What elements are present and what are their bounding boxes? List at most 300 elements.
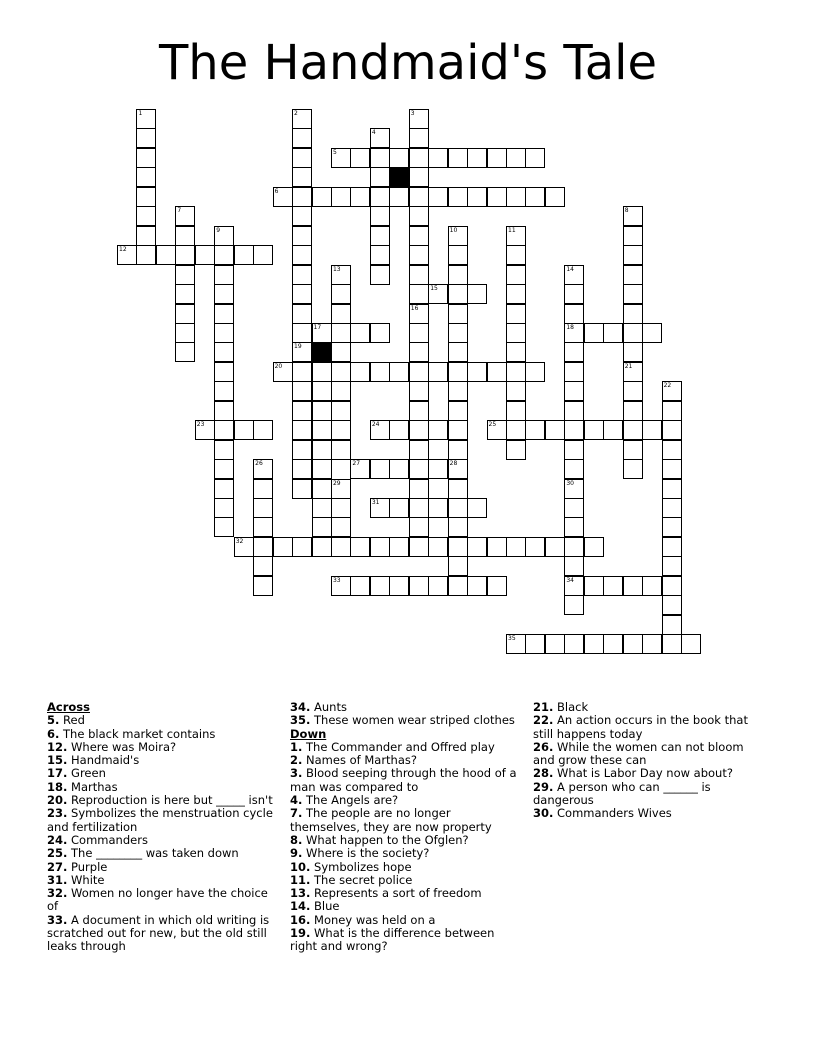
grid-cell[interactable] (564, 537, 584, 557)
grid-cell[interactable] (662, 381, 682, 401)
grid-cell[interactable] (214, 440, 234, 460)
grid-cell[interactable] (448, 284, 468, 304)
grid-cell[interactable] (448, 381, 468, 401)
grid-cell[interactable] (428, 187, 448, 207)
down-clue (533, 781, 765, 808)
grid-cell[interactable] (623, 284, 643, 304)
grid-cell[interactable] (467, 576, 487, 596)
grid-cell[interactable] (506, 187, 526, 207)
grid-cell[interactable] (428, 498, 448, 518)
grid-cell[interactable] (428, 537, 448, 557)
grid-cell[interactable] (331, 381, 351, 401)
grid-cell[interactable] (584, 537, 604, 557)
grid-cell[interactable] (564, 634, 584, 654)
grid-cell[interactable] (623, 459, 643, 479)
grid-cell[interactable] (175, 206, 195, 226)
grid-cell[interactable] (214, 381, 234, 401)
grid-cell[interactable] (428, 284, 448, 304)
grid-cell[interactable] (312, 537, 332, 557)
grid-cell[interactable] (292, 245, 312, 265)
grid-cell[interactable] (312, 362, 332, 382)
grid-cell[interactable] (253, 245, 273, 265)
grid-cell[interactable] (214, 401, 234, 421)
grid-cell[interactable] (409, 128, 429, 148)
grid-cell[interactable] (136, 167, 156, 187)
grid-cell[interactable] (214, 459, 234, 479)
grid-cell[interactable] (136, 226, 156, 246)
grid-cell[interactable] (584, 323, 604, 343)
grid-cell[interactable] (234, 245, 254, 265)
grid-cell[interactable] (409, 479, 429, 499)
grid-cell[interactable] (389, 420, 409, 440)
grid-cell[interactable] (525, 537, 545, 557)
grid-cell[interactable] (564, 401, 584, 421)
grid-cell[interactable] (136, 128, 156, 148)
grid-cell[interactable] (292, 206, 312, 226)
grid-cell[interactable] (603, 634, 623, 654)
clue-text: What is Labor Day now about? (557, 766, 733, 781)
grid-cell[interactable] (428, 576, 448, 596)
grid-cell[interactable] (428, 459, 448, 479)
grid-cell[interactable] (292, 537, 312, 557)
grid-cell[interactable] (545, 634, 565, 654)
grid-cell[interactable] (331, 304, 351, 324)
grid-cell[interactable] (487, 576, 507, 596)
grid-cell[interactable] (253, 576, 273, 596)
grid-cell[interactable] (273, 187, 293, 207)
grid-cell[interactable] (292, 226, 312, 246)
grid-cell[interactable] (409, 401, 429, 421)
grid-cell[interactable] (195, 420, 215, 440)
grid-cell[interactable] (389, 576, 409, 596)
grid-cell[interactable] (331, 498, 351, 518)
grid-cell[interactable] (584, 634, 604, 654)
grid-cell[interactable] (370, 226, 390, 246)
grid-cell[interactable] (253, 459, 273, 479)
grid-cell[interactable] (662, 517, 682, 537)
grid-cell[interactable] (409, 459, 429, 479)
cell-number: 33 (332, 576, 341, 584)
grid-cell[interactable] (545, 420, 565, 440)
grid-cell[interactable] (467, 187, 487, 207)
grid-cell[interactable] (350, 148, 370, 168)
grid-cell[interactable] (409, 284, 429, 304)
grid-cell[interactable] (409, 381, 429, 401)
grid-cell[interactable] (409, 420, 429, 440)
grid-cell[interactable] (370, 206, 390, 226)
grid-cell[interactable] (603, 323, 623, 343)
grid-cell[interactable] (409, 226, 429, 246)
grid-cell[interactable] (409, 148, 429, 168)
grid-cell[interactable] (175, 342, 195, 362)
across-clue (47, 861, 279, 874)
grid-cell[interactable] (564, 479, 584, 499)
grid-cell[interactable] (448, 517, 468, 537)
grid-cell[interactable] (292, 109, 312, 129)
grid-cell[interactable] (292, 148, 312, 168)
grid-cell[interactable] (467, 537, 487, 557)
grid-cell[interactable] (312, 381, 332, 401)
grid-cell[interactable] (428, 420, 448, 440)
grid-cell[interactable] (370, 498, 390, 518)
grid-cell[interactable] (292, 265, 312, 285)
grid-cell[interactable] (156, 245, 176, 265)
grid-cell[interactable] (312, 498, 332, 518)
grid-cell[interactable] (564, 440, 584, 460)
clue-text: Commanders Wives (557, 806, 672, 821)
grid-cell[interactable] (389, 537, 409, 557)
grid-cell[interactable] (292, 167, 312, 187)
grid-cell[interactable] (662, 401, 682, 421)
grid-cell[interactable] (409, 517, 429, 537)
grid-cell[interactable] (467, 362, 487, 382)
clue-number: 23. (47, 806, 68, 821)
grid-cell[interactable] (370, 128, 390, 148)
grid-cell[interactable] (564, 342, 584, 362)
grid-cell[interactable] (564, 304, 584, 324)
grid-cell[interactable] (370, 167, 390, 187)
grid-cell[interactable] (253, 537, 273, 557)
grid-cell[interactable] (331, 284, 351, 304)
grid-cell[interactable] (312, 517, 332, 537)
grid-cell[interactable] (506, 381, 526, 401)
grid-cell[interactable] (292, 401, 312, 421)
grid-cell[interactable] (623, 304, 643, 324)
grid-cell[interactable] (370, 420, 390, 440)
grid-cell[interactable] (273, 537, 293, 557)
grid-cell[interactable] (409, 265, 429, 285)
grid-cell[interactable] (370, 245, 390, 265)
grid-cell[interactable] (292, 342, 312, 362)
grid-cell[interactable] (331, 187, 351, 207)
grid-cell[interactable] (545, 187, 565, 207)
grid-cell[interactable] (642, 323, 662, 343)
grid-cell[interactable] (467, 148, 487, 168)
grid-cell[interactable] (253, 498, 273, 518)
grid-cell[interactable] (487, 537, 507, 557)
grid-cell[interactable] (642, 576, 662, 596)
grid-cell[interactable] (525, 420, 545, 440)
grid-cell[interactable] (331, 265, 351, 285)
grid-cell[interactable] (350, 459, 370, 479)
grid-cell[interactable] (409, 109, 429, 129)
grid-cell[interactable] (409, 245, 429, 265)
grid-cell[interactable] (214, 304, 234, 324)
grid-cell[interactable] (623, 323, 643, 343)
grid-cell[interactable] (448, 576, 468, 596)
grid-cell[interactable] (389, 148, 409, 168)
grid-cell[interactable] (603, 576, 623, 596)
grid-cell[interactable] (136, 187, 156, 207)
grid-cell[interactable] (331, 362, 351, 382)
grid-cell[interactable] (448, 459, 468, 479)
grid-cell[interactable] (564, 517, 584, 537)
grid-cell[interactable] (623, 420, 643, 440)
grid-cell[interactable] (525, 634, 545, 654)
down-clue (290, 914, 520, 927)
grid-cell[interactable] (409, 342, 429, 362)
grid-cell[interactable] (623, 381, 643, 401)
grid-cell[interactable] (525, 187, 545, 207)
grid-cell[interactable] (506, 634, 526, 654)
grid-cell[interactable] (467, 498, 487, 518)
grid-cell[interactable] (487, 148, 507, 168)
grid-cell[interactable] (292, 284, 312, 304)
grid-cell[interactable] (448, 537, 468, 557)
grid-cell[interactable] (292, 128, 312, 148)
grid-cell[interactable] (467, 284, 487, 304)
grid-cell[interactable] (312, 440, 332, 460)
grid-cell[interactable] (292, 304, 312, 324)
grid-cell[interactable] (564, 362, 584, 382)
grid-cell[interactable] (370, 323, 390, 343)
grid-cell[interactable] (175, 284, 195, 304)
grid-cell[interactable] (623, 342, 643, 362)
grid-cell[interactable] (584, 576, 604, 596)
grid-cell[interactable] (564, 284, 584, 304)
grid-cell[interactable] (564, 576, 584, 596)
grid-cell[interactable] (292, 362, 312, 382)
grid-cell[interactable] (506, 440, 526, 460)
clues-column-1 (47, 701, 279, 954)
grid-cell[interactable] (487, 420, 507, 440)
grid-cell[interactable] (506, 342, 526, 362)
grid-cell[interactable] (292, 187, 312, 207)
grid-cell[interactable] (623, 634, 643, 654)
grid-cell[interactable] (292, 459, 312, 479)
grid-cell[interactable] (506, 420, 526, 440)
grid-cell[interactable] (370, 459, 390, 479)
across-clue (47, 834, 279, 847)
grid-cell[interactable] (623, 226, 643, 246)
grid-cell[interactable] (506, 323, 526, 343)
grid-cell[interactable] (331, 323, 351, 343)
grid-cell[interactable] (389, 187, 409, 207)
grid-cell[interactable] (662, 595, 682, 615)
grid-cell[interactable] (331, 537, 351, 557)
grid-cell[interactable] (292, 381, 312, 401)
grid-cell[interactable] (253, 556, 273, 576)
grid-cell[interactable] (564, 381, 584, 401)
grid-cell[interactable] (409, 304, 429, 324)
grid-cell[interactable] (448, 420, 468, 440)
grid-cell[interactable] (409, 362, 429, 382)
grid-cell[interactable] (175, 226, 195, 246)
grid-cell[interactable] (525, 148, 545, 168)
grid-cell[interactable] (292, 420, 312, 440)
grid-cell[interactable] (214, 342, 234, 362)
grid-cell[interactable] (136, 109, 156, 129)
grid-cell[interactable] (448, 304, 468, 324)
grid-cell[interactable] (350, 537, 370, 557)
grid-cell[interactable] (234, 420, 254, 440)
grid-cell[interactable] (662, 479, 682, 499)
grid-cell[interactable] (214, 479, 234, 499)
grid-cell[interactable] (623, 245, 643, 265)
grid-cell[interactable] (389, 459, 409, 479)
grid-cell[interactable] (214, 245, 234, 265)
grid-cell[interactable] (175, 265, 195, 285)
grid-cell[interactable] (214, 265, 234, 285)
grid-cell[interactable] (214, 517, 234, 537)
grid-cell[interactable] (312, 401, 332, 421)
grid-cell[interactable] (662, 420, 682, 440)
grid-cell[interactable] (175, 304, 195, 324)
grid-cell[interactable] (623, 401, 643, 421)
grid-cell[interactable] (506, 362, 526, 382)
grid-cell[interactable] (136, 245, 156, 265)
grid-cell[interactable] (389, 498, 409, 518)
grid-cell[interactable] (175, 245, 195, 265)
grid-cell[interactable] (253, 420, 273, 440)
grid-cell[interactable] (623, 265, 643, 285)
grid-cell[interactable] (623, 206, 643, 226)
grid-cell[interactable] (506, 226, 526, 246)
grid-cell[interactable] (623, 440, 643, 460)
grid-cell[interactable] (623, 576, 643, 596)
grid-cell[interactable] (448, 245, 468, 265)
grid-cell[interactable] (564, 595, 584, 615)
grid-cell[interactable] (253, 479, 273, 499)
grid-cell[interactable] (448, 401, 468, 421)
grid-cell[interactable] (331, 576, 351, 596)
grid-cell[interactable] (370, 362, 390, 382)
grid-cell[interactable] (448, 479, 468, 499)
grid-cell[interactable] (506, 245, 526, 265)
grid-cell[interactable] (409, 498, 429, 518)
grid-cell[interactable] (662, 537, 682, 557)
grid-cell[interactable] (448, 148, 468, 168)
grid-cell[interactable] (448, 342, 468, 362)
grid-cell[interactable] (370, 265, 390, 285)
grid-cell[interactable] (448, 265, 468, 285)
grid-cell[interactable] (525, 362, 545, 382)
grid-cell[interactable] (370, 187, 390, 207)
grid-cell[interactable] (545, 537, 565, 557)
grid-cell[interactable] (448, 556, 468, 576)
grid-cell[interactable] (448, 226, 468, 246)
down-clue (533, 701, 765, 714)
grid-cell[interactable] (506, 537, 526, 557)
grid-cell[interactable] (506, 265, 526, 285)
grid-cell[interactable] (428, 148, 448, 168)
grid-cell[interactable] (409, 537, 429, 557)
grid-cell[interactable] (350, 576, 370, 596)
grid-cell[interactable] (214, 226, 234, 246)
grid-cell[interactable] (564, 323, 584, 343)
grid-cell[interactable] (506, 304, 526, 324)
grid-cell[interactable] (117, 245, 137, 265)
grid-cell[interactable] (448, 440, 468, 460)
grid-cell[interactable] (292, 479, 312, 499)
grid-cell[interactable] (273, 362, 293, 382)
grid-cell[interactable] (292, 323, 312, 343)
grid-cell[interactable] (623, 362, 643, 382)
grid-cell[interactable] (331, 440, 351, 460)
grid-cell[interactable] (253, 517, 273, 537)
grid-cell[interactable] (389, 362, 409, 382)
grid-cell[interactable] (312, 420, 332, 440)
down-clue (290, 834, 520, 847)
grid-cell[interactable] (448, 187, 468, 207)
grid-cell[interactable] (564, 556, 584, 576)
grid-cell[interactable] (584, 420, 604, 440)
grid-cell[interactable] (564, 420, 584, 440)
grid-cell[interactable] (312, 479, 332, 499)
grid-cell[interactable] (312, 459, 332, 479)
grid-cell[interactable] (409, 167, 429, 187)
grid-cell[interactable] (428, 362, 448, 382)
grid-cell[interactable] (331, 420, 351, 440)
grid-cell[interactable] (409, 440, 429, 460)
grid-cell[interactable] (350, 362, 370, 382)
grid-cell[interactable] (331, 479, 351, 499)
grid-cell[interactable] (312, 323, 332, 343)
grid-cell[interactable] (487, 187, 507, 207)
grid-cell[interactable] (564, 459, 584, 479)
grid-cell[interactable] (662, 576, 682, 596)
grid-cell[interactable] (564, 498, 584, 518)
grid-cell[interactable] (506, 401, 526, 421)
grid-cell[interactable] (642, 420, 662, 440)
grid-cell[interactable] (214, 323, 234, 343)
cell-number: 1 (138, 110, 143, 117)
grid-cell[interactable] (448, 323, 468, 343)
grid-cell[interactable] (195, 245, 215, 265)
grid-cell[interactable] (487, 362, 507, 382)
grid-cell[interactable] (370, 537, 390, 557)
grid-cell[interactable] (234, 537, 254, 557)
grid-cell[interactable] (370, 148, 390, 168)
grid-cell[interactable] (409, 206, 429, 226)
grid-cell[interactable] (331, 517, 351, 537)
grid-cell[interactable] (662, 634, 682, 654)
grid-cell[interactable] (214, 284, 234, 304)
grid-cell[interactable] (214, 498, 234, 518)
grid-cell[interactable] (448, 362, 468, 382)
grid-cell[interactable] (409, 187, 429, 207)
grid-cell[interactable] (409, 576, 429, 596)
grid-cell[interactable] (564, 265, 584, 285)
grid-cell[interactable] (662, 615, 682, 635)
grid-cell[interactable] (662, 440, 682, 460)
clue-text: Blue (314, 899, 340, 914)
grid-cell[interactable] (448, 498, 468, 518)
grid-cell[interactable] (331, 342, 351, 362)
grid-cell[interactable] (662, 556, 682, 576)
grid-cell[interactable] (662, 459, 682, 479)
grid-cell[interactable] (331, 148, 351, 168)
grid-cell[interactable] (214, 420, 234, 440)
grid-cell[interactable] (350, 187, 370, 207)
grid-cell[interactable] (350, 323, 370, 343)
grid-cell[interactable] (136, 206, 156, 226)
grid-cell[interactable] (642, 634, 662, 654)
grid-cell[interactable] (603, 420, 623, 440)
grid-cell[interactable] (331, 401, 351, 421)
grid-cell[interactable] (506, 148, 526, 168)
grid-cell[interactable] (136, 148, 156, 168)
grid-cell[interactable] (292, 440, 312, 460)
grid-cell[interactable] (662, 498, 682, 518)
grid-cell[interactable] (370, 576, 390, 596)
grid-cell[interactable] (312, 187, 332, 207)
grid-cell[interactable] (506, 284, 526, 304)
grid-cell[interactable] (681, 634, 701, 654)
grid-cell[interactable] (175, 323, 195, 343)
grid-cell[interactable] (214, 362, 234, 382)
grid-cell[interactable] (409, 323, 429, 343)
